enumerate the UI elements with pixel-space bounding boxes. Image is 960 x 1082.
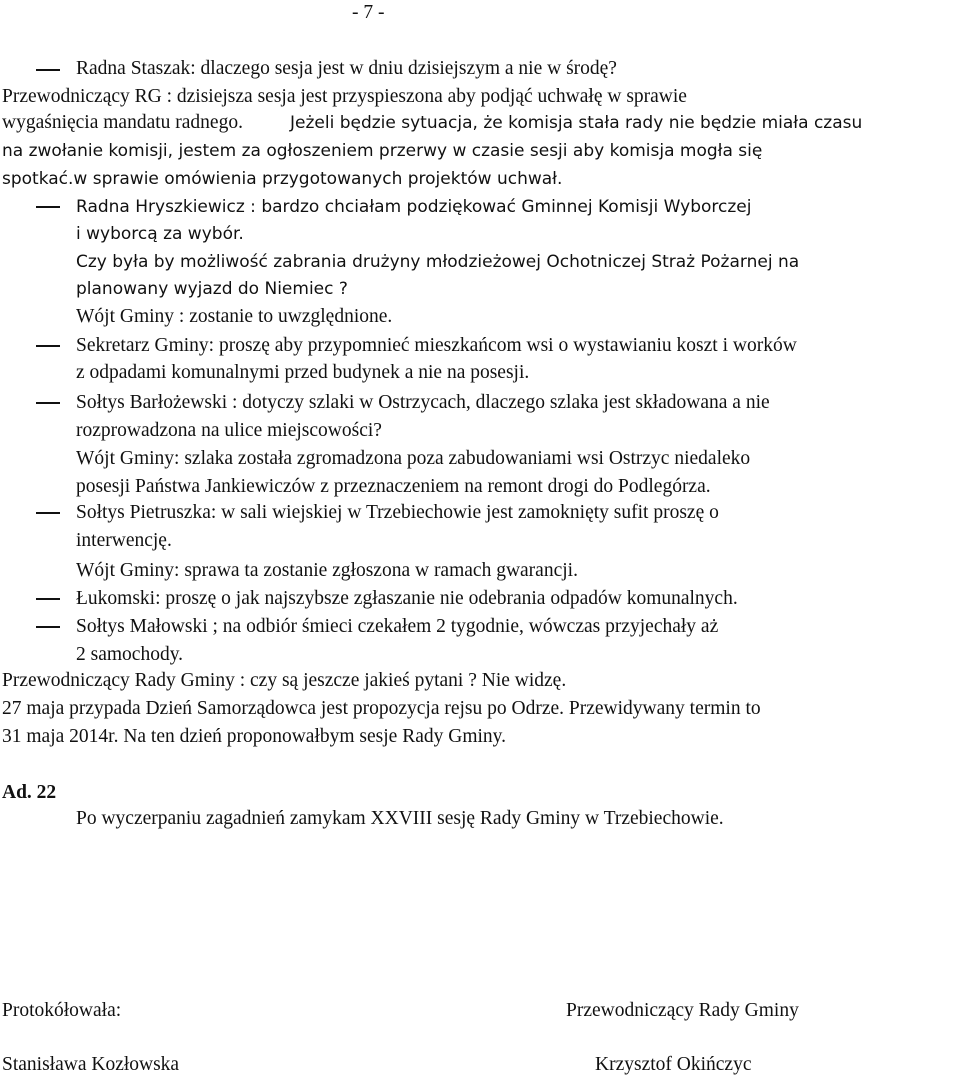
text-line: Wójt Gminy : zostanie to uwzględnione.: [76, 306, 393, 327]
text-line: Jeżeli będzie sytuacja, że komisja stała rady nie będzie miała czasu: [290, 113, 863, 133]
text-line: Przewodniczący Rady Gminy : czy są jeszcze jakieś pytani ? Nie widzę.: [2, 670, 567, 691]
page-number: - 7 -: [352, 2, 385, 23]
text-line: Sołtys Pietruszka: w sali wiejskiej w Trzebiechowie jest zamoknięty sufit proszę o: [76, 502, 719, 523]
signature-right-role: Przewodniczący Rady Gminy: [566, 1000, 799, 1021]
text-line: interwencję.: [76, 530, 172, 551]
text-line: Wójt Gminy: szlaka została zgromadzona poza zabudowaniami wsi Ostrzyc niedaleko: [76, 448, 751, 469]
section-heading: Ad. 22: [2, 782, 57, 803]
text-line: i wyborcą za wybór.: [76, 224, 244, 244]
text-line: 31 maja 2014r. Na ten dzień proponowałbym sesje Rady Gminy.: [2, 726, 507, 747]
text-line: 27 maja przypada Dzień Samorządowca jest propozycja rejsu po Odrze. Przewidywany termin to: [2, 698, 761, 719]
bullet-dash: [36, 626, 60, 628]
text-line: Radna Staszak: dlaczego sesja jest w dniu dzisiejszym a nie w środę?: [76, 58, 617, 79]
text-line: Wójt Gminy: sprawa ta zostanie zgłoszona w ramach gwarancji.: [76, 560, 578, 581]
bullet-dash: [36, 598, 60, 600]
text-line: Radna Hryszkiewicz : bardzo chciałam podziękować Gminnej Komisji Wyborczej: [76, 197, 752, 217]
signature-left-name: Stanisława Kozłowska: [2, 1054, 180, 1075]
text-line: rozprowadzona na ulice miejscowości?: [76, 420, 382, 441]
text-line: na zwołanie komisji, jestem za ogłoszeniem przerwy w czasie sesji aby komisja mogła się: [2, 141, 763, 161]
bullet-dash: [36, 69, 60, 71]
closing-text: Po wyczerpaniu zagadnień zamykam XXVIII sesję Rady Gminy w Trzebiechowie.: [76, 808, 724, 829]
text-line: planowany wyjazd do Niemiec ?: [76, 279, 348, 299]
text-line: posesji Państwa Jankiewiczów z przeznaczeniem na remont drogi do Podlegórza.: [76, 476, 711, 497]
signature-left-role: Protokółowała:: [2, 1000, 122, 1021]
bullet-dash: [36, 512, 60, 514]
text-line: Łukomski: proszę o jak najszybsze zgłaszanie nie odebrania odpadów komunalnych.: [76, 588, 738, 609]
text-line: Sekretarz Gminy: proszę aby przypomnieć mieszkańcom wsi o wystawianiu koszt i worków: [76, 335, 797, 356]
text-line: spotkać.w sprawie omówienia przygotowanych projektów uchwał.: [2, 169, 563, 189]
text-line: wygaśnięcia mandatu radnego.: [2, 112, 243, 133]
bullet-dash: [36, 402, 60, 404]
text-line: z odpadami komunalnymi przed budynek a nie na posesji.: [76, 362, 530, 383]
text-line: 2 samochody.: [76, 644, 184, 665]
text-line: Sołtys Małowski ; na odbiór śmieci czekałem 2 tygodnie, wówczas przyjechały aż: [76, 616, 719, 637]
bullet-dash: [36, 345, 60, 347]
text-line: Czy była by możliwość zabrania drużyny młodzieżowej Ochotniczej Straż Pożarnej na: [76, 252, 800, 272]
text-line: Sołtys Barłożewski : dotyczy szlaki w Ostrzycach, dlaczego szlaka jest składowana a nie: [76, 392, 770, 413]
text-line: Przewodniczący RG : dzisiejsza sesja jest przyspieszona aby podjąć uchwałę w sprawie: [2, 86, 687, 107]
signature-right-name: Krzysztof Okińczyc: [595, 1054, 752, 1075]
bullet-dash: [36, 206, 60, 208]
